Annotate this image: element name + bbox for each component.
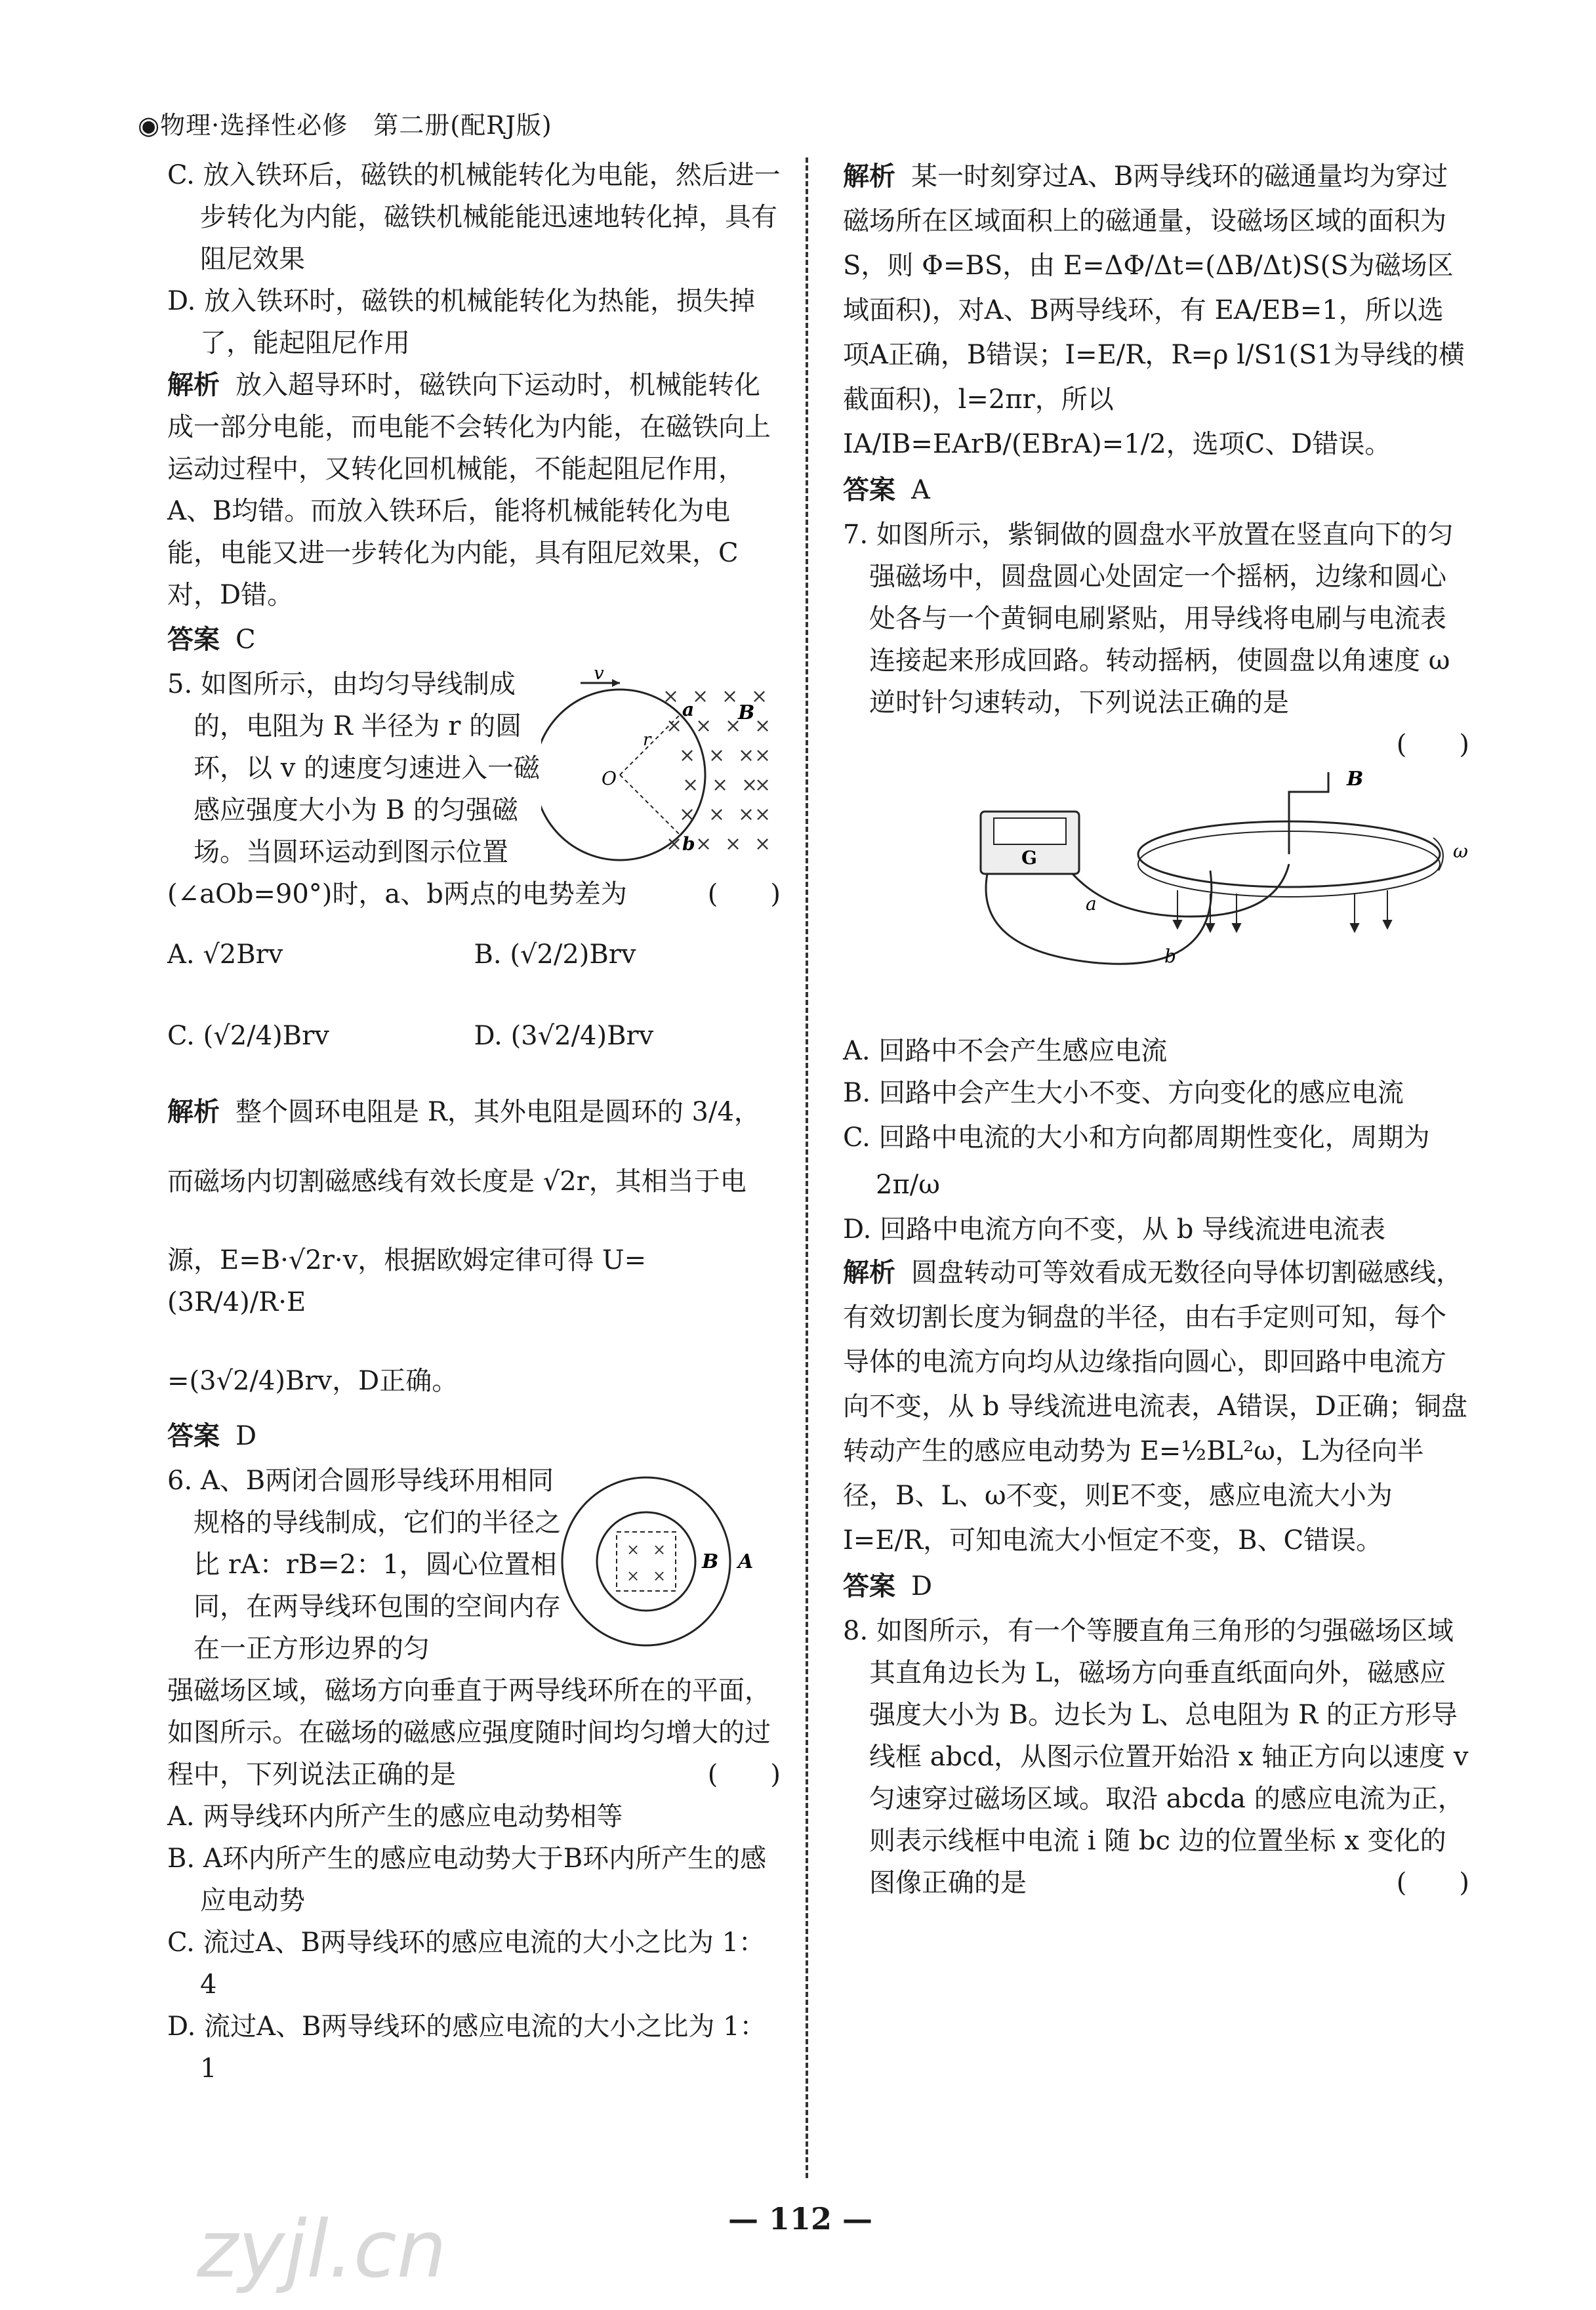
crank-handle (1289, 772, 1328, 854)
label-B: B (702, 1550, 719, 1573)
field-crosses (626, 1540, 666, 1585)
svg-text:×: × (708, 744, 726, 767)
svg-text:×: × (722, 685, 739, 708)
q5-analysis-line4: =(3√2/4)Brv，D正确。 (167, 1366, 459, 1396)
page-number: — 112 — (727, 2201, 873, 2237)
q6-analysis: 解析 某一时刻穿过A、B两导线环的磁通量均为穿过磁场所在区域面积上的磁通量，设磁场区域的面积为 S，则 Φ=BS，由 E=ΔΦ/Δt=(ΔB/Δt)S(S为磁场区域面积)，对A、B两导线环，有 EA/EB=1，所以选项A正确，B错误；I=E/R，R=ρ l/S1(S1为导线的横截面积)，l=2πr，所以 IA/IB=EArB/(EBrA)=1/2，选项C、D错误。 (843, 161, 1465, 459)
svg-text:×: × (738, 744, 755, 767)
q5-analysis-line1: 解析 整个圆环电阻是 R，其外电阻是圆环的 3/4， (167, 1097, 760, 1127)
analysis-label: 解析 (843, 161, 895, 192)
q6-stem-end: 强磁场区域，磁场方向垂直于两导线环所在的平面，如图所示。在磁场的磁感应强度随时间均匀增大的过程中，下列说法正确的是 ( ) (167, 1670, 781, 1796)
svg-text:×: × (695, 714, 712, 737)
svg-text:×: × (754, 833, 771, 856)
question-5 (167, 663, 781, 873)
q4-option-c: C. 放入铁环后，磁铁的机械能转化为电能，然后进一步转化为内能，磁铁机械能能迅速地转化掉，具有阻尼效果 (167, 160, 781, 274)
answer-paren: ( ) (707, 1760, 781, 1790)
q7-option-d: D. 回路中电流方向不变，从 b 导线流进电流表 (843, 1214, 1386, 1245)
q6-answer: 答案 A (843, 475, 930, 505)
q5-option-a: A. √2Brv (167, 939, 283, 970)
svg-text:×: × (754, 714, 771, 737)
label-A: A (738, 1550, 754, 1573)
svg-text:×: × (626, 1567, 640, 1585)
svg-text:×: × (695, 833, 712, 856)
svg-text:×: × (751, 685, 768, 708)
svg-text:×: × (682, 773, 699, 796)
column-divider (806, 157, 808, 2178)
q8-stem: 8. 如图所示，有一个等腰直角三角形的匀强磁场区域其直角边长为 L，磁场方向垂直纸面向外，磁感应强度大小为 B。边长为 L、总电阻为 R 的正方形导线框 abcd，从图示位置开始沿 x 轴正方向以速度 v 匀速穿过磁场区域。取沿 abcda 的感应电流为正，则表示线框中电流 i 随 bc 边的位置坐标 x 变化的图像正确的是 ( ) (843, 1610, 1469, 1904)
svg-text:×: × (754, 803, 771, 826)
answer-label: 答案 (167, 625, 220, 655)
field-crosses (663, 685, 771, 856)
analysis-label: 解析 (843, 1258, 895, 1288)
svg-text:×: × (666, 833, 683, 856)
label-b: b (1164, 945, 1176, 967)
wire-a (1073, 864, 1289, 917)
label-O: O (602, 768, 617, 789)
svg-text:×: × (708, 803, 726, 826)
svg-text:×: × (692, 685, 709, 708)
q4-answer (167, 619, 781, 661)
svg-text:×: × (754, 744, 771, 767)
svg-text:×: × (666, 714, 683, 737)
page-header: ◉物理·选择性必修 第二册(配RJ版) (138, 111, 552, 140)
q4-answer-value: C (235, 625, 256, 655)
svg-text:×: × (754, 773, 771, 796)
q7-figure (961, 766, 1473, 1002)
q6-option-b: B. A环内所产生的感应电动势大于B环内所产生的感应电动势 (167, 1844, 767, 1916)
svg-text:×: × (725, 833, 742, 856)
answer-label: 答案 (843, 1571, 895, 1601)
svg-text:×: × (725, 714, 742, 737)
q5-options-row1 (167, 934, 781, 976)
label-B: B (738, 701, 755, 724)
q5-stem: 5. 如图所示，由均匀导线制成的，电阻为 R 半径为 r 的圆环，以 v 的速度匀速进入一磁感应强度大小为 B 的匀强磁场。当圆环运动到图示位置 (167, 669, 541, 867)
svg-text:×: × (626, 1540, 640, 1559)
label-v: v (594, 670, 604, 684)
q7-option-a: A. 回路中不会产生感应电流 (843, 1036, 1168, 1066)
label-a: a (682, 699, 695, 720)
q7-answer: 答案 D (843, 1571, 933, 1601)
svg-text:×: × (679, 803, 696, 826)
svg-text:×: × (738, 803, 755, 826)
label-G: G (1021, 847, 1037, 869)
svg-text:×: × (741, 773, 758, 796)
q6-option-c: C. 流过A、B两导线环的感应电流的大小之比为 1：4 (167, 1928, 766, 2000)
right-column (843, 154, 1469, 1904)
q5-option-b: B. (√2/2)Brv (474, 939, 636, 970)
radius-b (620, 775, 680, 835)
q7-option-b: B. 回路中会产生大小不变、方向变化的感应电流 (843, 1078, 1404, 1108)
rotation-arrow (1433, 838, 1443, 871)
analysis-label: 解析 (167, 1097, 220, 1127)
label-omega: ω (1453, 840, 1468, 862)
q5-figure (541, 670, 777, 880)
answer-paren: ( ) (707, 879, 781, 909)
svg-text:×: × (653, 1567, 666, 1585)
q4-option-d: D. 放入铁环时，磁铁的机械能转化为热能，损失掉了，能起阻尼作用 (167, 286, 756, 358)
svg-text:×: × (653, 1540, 666, 1559)
galvanometer (981, 812, 1079, 874)
svg-text:×: × (663, 685, 680, 708)
q6-figure (561, 1466, 771, 1663)
q4-analysis-text: 放入超导环时，磁铁向下运动时，机械能转化成一部分电能，而电能不会转化为内能，在磁铁向上运动过程中，又转化回机械能，不能起阻尼作用，A、B均错。而放入铁环后，能将机械能转化为电能，电能又进一步转化为内能，具有阻尼效果，C对，D错。 (167, 370, 771, 610)
label-a: a (1086, 893, 1097, 915)
q5-analysis-line3: 源，E=B·√2r·v，根据欧姆定律可得 U=(3R/4)/R·E (167, 1245, 647, 1317)
q7-analysis: 解析 圆盘转动可等效看成无数径向导体切割磁感线，有效切割长度为铜盘的半径，由右手定则可知，每个导体的电流方向均从边缘指向圆心，即回路中电流方向不变，从 b 导线流进电流表，A错误，D正确；铜盘转动产生的感应电动势为 E=½BL²ω，L为径向半径，B、L、ω不变，则E不变，感应电流大小为 I=E/R，可知电流大小恒定不变，B、C错误。 (843, 1258, 1467, 1556)
q6-option-a: A. 两导线环内所产生的感应电动势相等 (167, 1802, 623, 1832)
q5-option-c: C. (√2/4)Brv (167, 1021, 329, 1051)
answer-paren: ( ) (1396, 1868, 1469, 1898)
left-column (167, 154, 781, 2090)
label-b: b (682, 833, 695, 855)
field-square (617, 1532, 676, 1591)
q5-stem-end: (∠aOb=90°)时，a、b两点的电势差为 ( ) (167, 873, 781, 915)
q6-stem: 6. A、B两闭合圆形导线环用相同规格的导线制成，它们的半径之比 rA：rB=2：1，圆心位置相同，在两导线环包围的空间内存在一正方形边界的匀 (167, 1466, 561, 1664)
watermark-logo: zyjl.cn (197, 2204, 447, 2296)
q5-option-d: D. (3√2/4)Brv (474, 1021, 654, 1051)
q7-paren: ( ) (1396, 730, 1469, 760)
q7-stem: 7. 如图所示，紫铜做的圆盘水平放置在竖直向下的匀强磁场中，圆盘圆心处固定一个摇柄，边缘和圆心处各与一个黄铜电刷紧贴，用导线将电刷与电流表连接起来形成回路。转动摇柄，使圆盘以角速度 ω 逆时针匀速转动，下列说法正确的是 (843, 520, 1454, 718)
svg-text:×: × (679, 744, 696, 767)
label-r: r (643, 730, 651, 750)
question-6 (167, 1460, 781, 1670)
q6-option-d: D. 流过A、B两导线环的感应电流的大小之比为 1：1 (167, 2011, 766, 2084)
q5-options-row2 (167, 1015, 781, 1057)
q4-analysis (167, 364, 781, 616)
velocity-arrowhead (612, 679, 620, 687)
svg-text:×: × (712, 773, 729, 796)
ring-B (597, 1512, 695, 1611)
answer-label: 答案 (843, 475, 895, 505)
analysis-label: 解析 (167, 370, 220, 400)
q5-analysis-line2: 而磁场内切割磁感线有效长度是 √2r，其相当于电 (167, 1166, 747, 1197)
answer-label: 答案 (167, 1421, 220, 1451)
q7-option-c: C. 回路中电流的大小和方向都周期性变化，周期为 2π/ω (843, 1123, 1430, 1200)
label-B: B (1347, 768, 1364, 791)
q5-answer: 答案 D (167, 1421, 257, 1451)
